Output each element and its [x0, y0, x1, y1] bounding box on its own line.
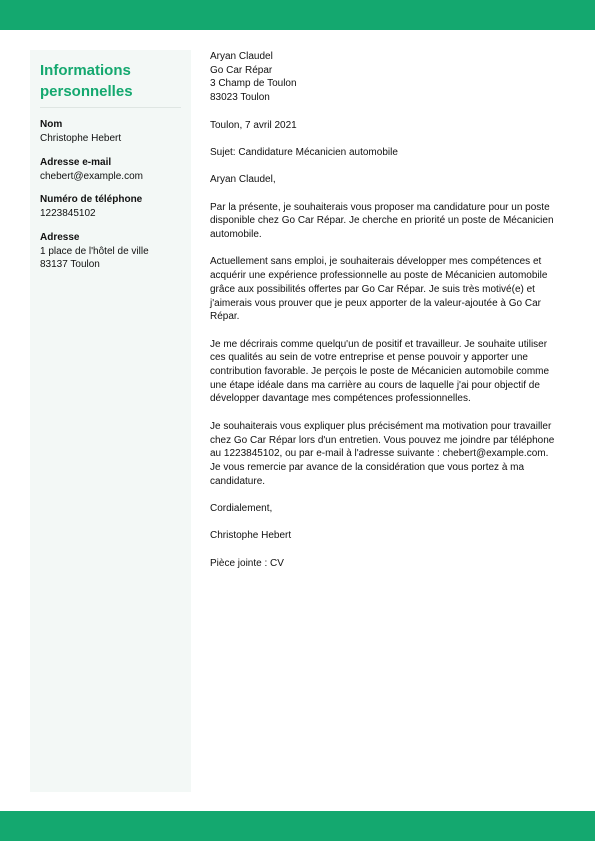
field-value: 1 place de l'hôtel de ville: [40, 245, 149, 257]
field-label: Nom: [40, 119, 63, 130]
sidebar-title-line: Informations: [40, 62, 131, 79]
field-label: Adresse e-mail: [40, 156, 112, 168]
salutation: Aryan Claudel,: [210, 174, 276, 186]
field-label: Adresse: [40, 231, 80, 243]
attachment-note: Pièce jointe : CV: [210, 557, 284, 569]
letter-body: [210, 50, 560, 584]
field-email: [40, 156, 181, 184]
field-address: [40, 231, 181, 272]
subject-line: Sujet: Candidature Mécanicien automobile: [210, 146, 398, 158]
personal-info-sidebar: [30, 50, 191, 792]
field-phone: [40, 193, 181, 221]
recipient-block: [210, 50, 560, 105]
place-date: Toulon, 7 avril 2021: [210, 119, 297, 131]
field-value: 83137 Toulon: [40, 259, 100, 270]
signature: Christophe Hebert: [210, 530, 292, 542]
body-paragraph: Actuellement sans emploi, je souhaiterais développer mes compétences et acquérir une expérience professionnelle au poste de Mécanicien automobile grâce aux possibilités offertes par Go Car Répar. Je suis très motivé(e) et j'aimerais vous prouver que je peux apporter de la valeur-ajoutée à Go Car Répar.: [210, 256, 548, 323]
field-value: Christophe Hebert: [40, 133, 122, 144]
field-label: Numéro de téléphone: [40, 194, 143, 205]
sidebar-title-line: personnelles: [40, 83, 133, 100]
recipient-line: 3 Champ de Toulon: [210, 78, 297, 90]
body-paragraph: Je me décrirais comme quelqu'un de positif et travailleur. Je souhaite utiliser ces qualités au sein de votre entreprise et pense pouvoir y apporter une contribution favorable. Je perçois le poste de Mécanicien automobile comme une étape idéale dans ma carrière au cours de laquelle j'ai pour objectif de développer davantage mes compétences professionnelles.: [210, 338, 550, 405]
recipient-line: Go Car Répar: [210, 64, 273, 76]
top-accent-band: [0, 0, 595, 30]
recipient-line: 83023 Toulon: [210, 92, 270, 104]
closing: Cordialement,: [210, 503, 273, 515]
bottom-accent-band: [0, 811, 595, 841]
field-name: [40, 118, 181, 146]
body-paragraph: Par la présente, je souhaiterais vous proposer ma candidature pour un poste disponible chez Go Car Répar. Je cherche en priorité un poste de Mécanicien automobile.: [210, 201, 554, 241]
sidebar-divider: [40, 107, 181, 108]
body-paragraph: Je souhaiterais vous expliquer plus précisément ma motivation pour travailler chez Go Car Répar lors d'un entretien. Vous pouvez me joindre par téléphone au 1223845102, ou par e-mail à l'adresse suivante : chebert@example.com. Je vous remercie par avance de la considération que vous portez à ma candidature.: [210, 420, 555, 487]
field-value: 1223845102: [40, 208, 96, 219]
field-value: chebert@example.com: [40, 170, 143, 182]
recipient-line: Aryan Claudel: [210, 51, 273, 62]
sidebar-title: [40, 60, 170, 102]
